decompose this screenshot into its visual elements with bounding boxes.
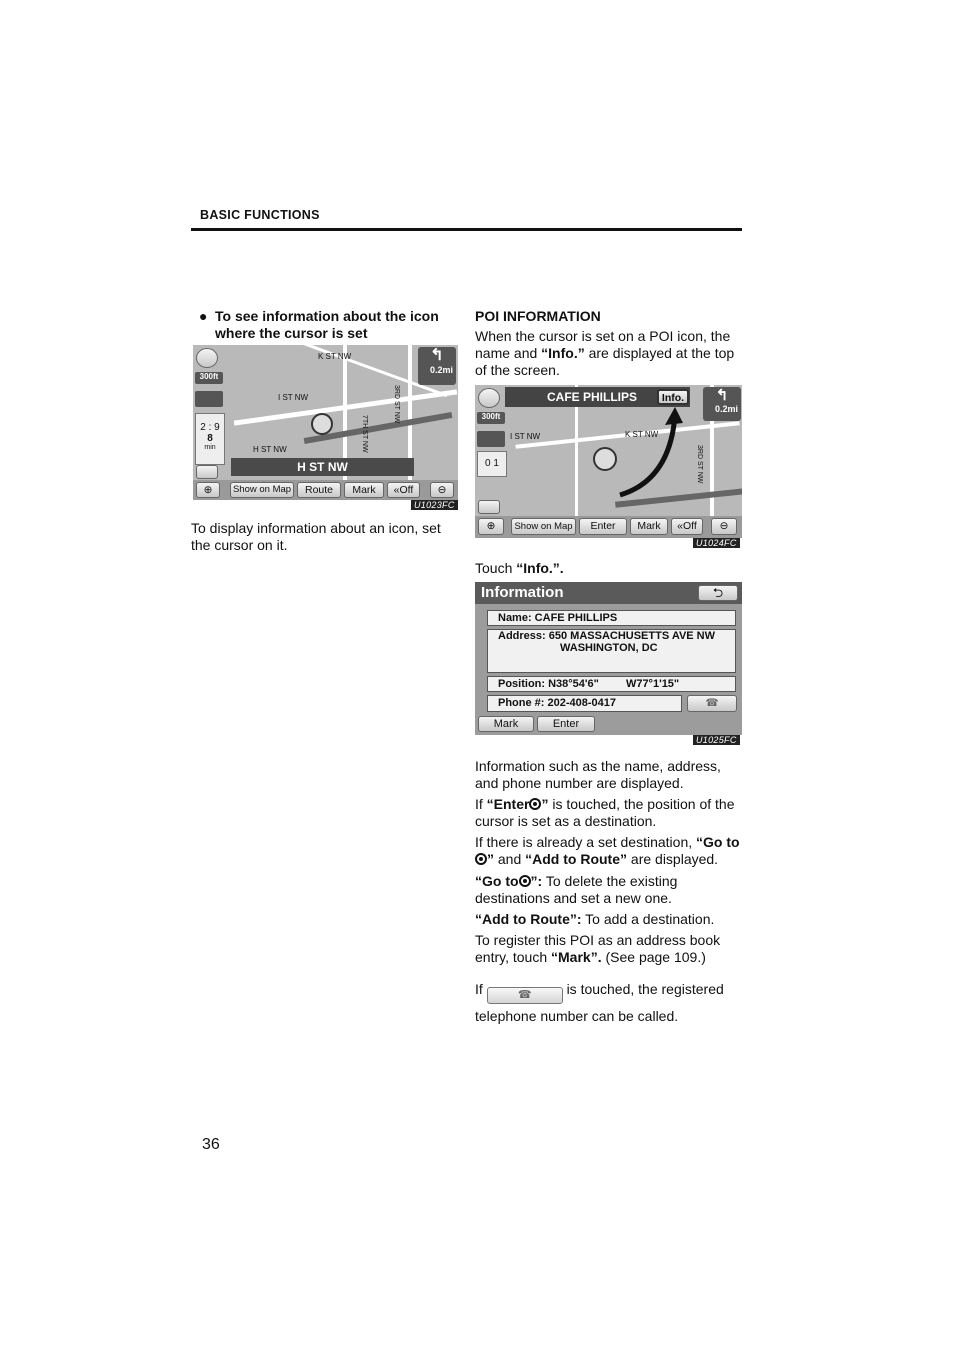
map-mode-icon[interactable] [477, 431, 505, 447]
text: If [475, 796, 483, 812]
para-go-to [475, 873, 742, 907]
map-mode-icon[interactable] [195, 391, 223, 407]
street-banner: H ST NW [231, 458, 414, 476]
screen-title: Information [481, 584, 564, 601]
off-button[interactable]: «Off [671, 518, 703, 535]
text-bold: “Add to Route”: [475, 911, 582, 927]
para-existing-destination: If there is already a set destination, “Go to ” and “Add to Route” are displayed. [475, 834, 740, 867]
information-screen [475, 582, 742, 735]
text: When the cursor is set on a POI icon, the name and [475, 328, 731, 361]
turn-indicator [703, 387, 741, 421]
text: and [497, 851, 522, 867]
eta-panel: 0 1 [477, 451, 507, 477]
turn-distance: 0.2mi [714, 404, 738, 414]
info-button[interactable]: Info. [657, 389, 689, 405]
image-code: U1023FC [411, 500, 458, 510]
text-bold: “Info.”. [516, 560, 564, 576]
text: (See page 109.) [605, 949, 706, 965]
street-label: H ST NW [253, 445, 287, 454]
scale-indicator[interactable]: 300ft [195, 372, 223, 384]
text: Touch [475, 560, 513, 576]
poi-phone: Phone #: 202-408-0417 [487, 695, 682, 712]
turn-distance: 0.2mi [429, 365, 453, 375]
zoom-out-button[interactable]: ⊖ [430, 482, 454, 498]
compass-icon[interactable] [478, 388, 500, 408]
turn-left-arrow-icon: ↰ [715, 387, 729, 404]
turn-left-arrow-icon: ↰ [430, 347, 444, 364]
para-add-to-route [475, 911, 742, 928]
zoom-in-button[interactable]: ⊕ [478, 518, 504, 535]
zoom-out-button[interactable]: ⊖ [711, 518, 737, 535]
enter-button[interactable]: Enter [579, 518, 627, 535]
poi-position [487, 676, 736, 692]
text: are displayed. [630, 851, 719, 867]
text: If [475, 981, 483, 997]
position-lon: W77°1'15" [625, 678, 680, 690]
phone-button-icon: ☎ [487, 987, 563, 1004]
para-mark [475, 932, 742, 966]
text-bold: ” [541, 796, 549, 812]
cursor-icon[interactable] [593, 447, 617, 471]
address-line2: WASHINGTON, DC [560, 642, 658, 654]
text-bold: “Go to [696, 834, 740, 850]
text-bold: ”: [530, 873, 543, 889]
eta-unit: min [204, 444, 216, 451]
mark-button[interactable]: Mark [630, 518, 668, 535]
street-label: I ST NW [278, 393, 309, 402]
destination-target-icon [529, 798, 541, 810]
street-label: I ST NW [510, 432, 541, 441]
destination-target-icon [519, 875, 531, 887]
home-icon[interactable] [196, 465, 218, 479]
touch-instruction [475, 560, 564, 577]
off-button[interactable]: «Off [387, 482, 420, 498]
show-on-map-button[interactable]: Show on Map [511, 518, 576, 535]
callout-arrow-icon [615, 405, 685, 500]
text-bold: “Add to Route” [525, 851, 628, 867]
address-line1: 650 MASSACHUSETTS AVE NW [548, 630, 715, 642]
text: To add a destination. [585, 911, 715, 927]
poi-name: Name: CAFE PHILLIPS [487, 610, 736, 626]
para-enter [475, 796, 742, 830]
left-heading: To see information about the icon where the cursor is set [215, 308, 439, 341]
text-bold: “Go to [475, 873, 519, 889]
eta-time: 2 : 9 [200, 422, 220, 433]
text: To delete the existing destinations and set a new one. [475, 873, 678, 906]
para-information: Information such as the name, address, and phone number are displayed. [475, 758, 721, 791]
zoom-in-button[interactable]: ⊕ [196, 482, 220, 498]
phone-call-button[interactable]: ☎ [687, 695, 737, 712]
poi-name-bar: CAFE PHILLIPS [505, 387, 690, 407]
text-bold: “Enter [486, 796, 530, 812]
image-code: U1024FC [693, 538, 740, 548]
map-screen-2 [475, 385, 742, 538]
text-bold: “Mark”. [551, 949, 602, 965]
eta-panel [195, 413, 225, 465]
text: is touched, the registered telephone number can be called. [475, 981, 724, 1024]
route-button[interactable]: Route [297, 482, 341, 498]
street-label: 3RD ST NW [393, 385, 400, 424]
section-header: BASIC FUNCTIONS [200, 208, 320, 222]
compass-icon[interactable] [196, 348, 218, 368]
street-label: 7TH ST NW [361, 415, 368, 453]
eta-minutes: 8 [207, 433, 213, 444]
position-lat: Position: N38°54'6" [498, 678, 599, 690]
map-screen-1 [193, 345, 458, 500]
address-label: Address: [498, 630, 546, 642]
poi-address [487, 629, 736, 673]
text: If there is already a set destination, [475, 834, 693, 850]
bullet: ● [199, 308, 208, 324]
poi-intro [475, 328, 742, 379]
back-button[interactable]: ⮌ [698, 585, 738, 601]
text: are displayed at the top of the screen. [475, 345, 735, 378]
image-code: U1025FC [693, 735, 740, 745]
left-caption: To display information about an icon, set the cursor on it. [191, 520, 441, 553]
home-icon[interactable] [478, 500, 500, 514]
street-label: K ST NW [625, 430, 659, 439]
enter-button[interactable]: Enter [537, 716, 595, 732]
mark-button[interactable]: Mark [344, 482, 384, 498]
text: is touched, the position of the cursor is set as a destination. [475, 796, 735, 829]
page-number: 36 [202, 1136, 220, 1153]
para-phone [475, 977, 742, 1028]
show-on-map-button[interactable]: Show on Map [230, 482, 294, 498]
text: To register this POI as an address book entry, touch [475, 932, 721, 965]
header-rule [191, 228, 742, 231]
poi-information-heading: POI INFORMATION [475, 308, 601, 324]
street-label: 3RD ST NW [696, 445, 703, 484]
turn-indicator [418, 347, 456, 385]
text-bold: “Info.” [541, 345, 585, 361]
cursor-icon[interactable] [311, 413, 333, 435]
scale-indicator[interactable]: 300ft [477, 412, 505, 424]
destination-target-icon [475, 853, 487, 865]
mark-button[interactable]: Mark [478, 716, 534, 732]
street-label: K ST NW [318, 352, 352, 361]
